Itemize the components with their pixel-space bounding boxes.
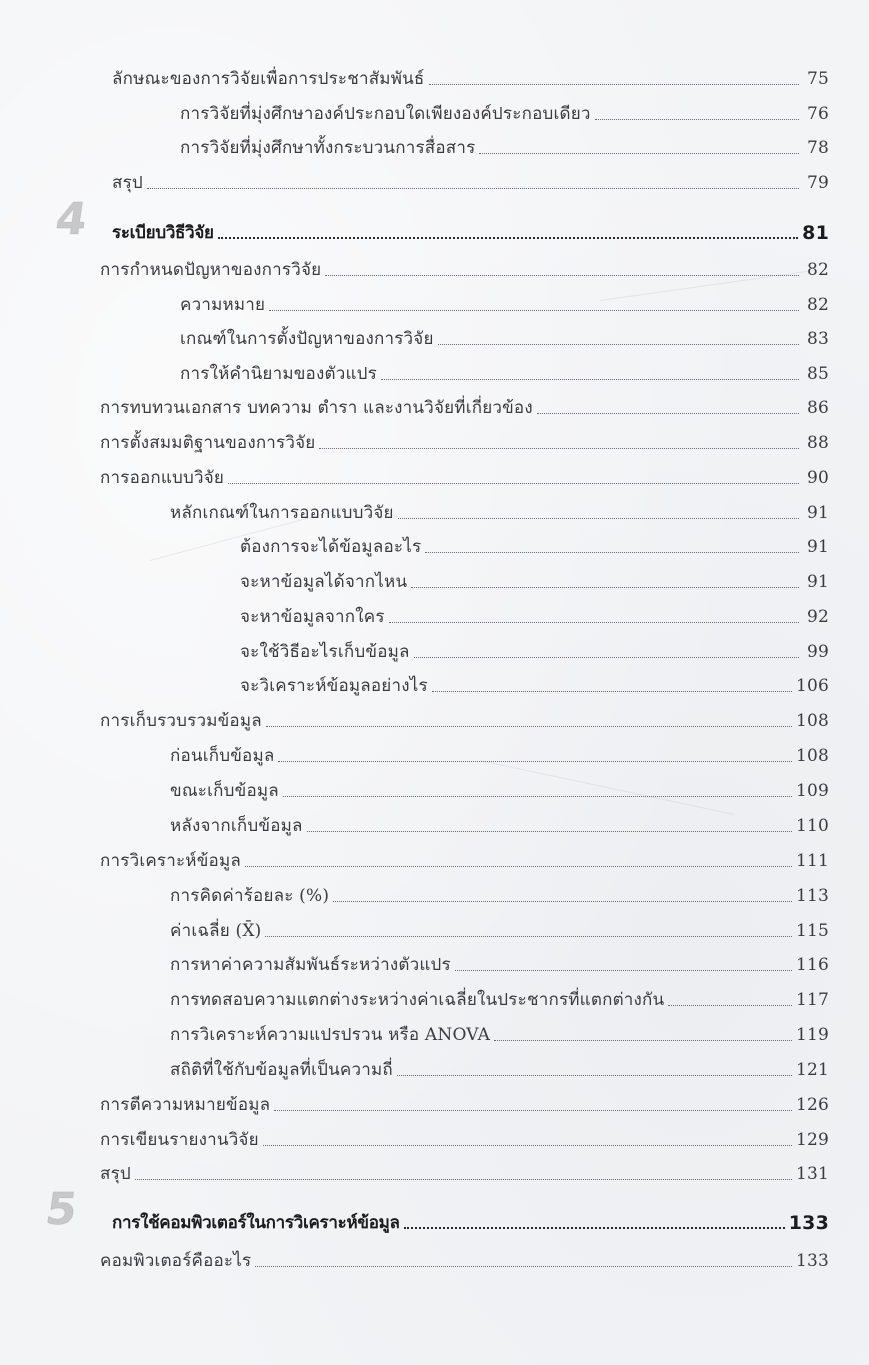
toc-entry[interactable] xyxy=(170,1016,829,1046)
dot-leader xyxy=(147,187,799,189)
toc-entry-title: คอมพิวเตอร์คืออะไร xyxy=(100,1251,252,1271)
dot-leader xyxy=(537,412,799,414)
chapter-page: 133 xyxy=(788,1212,829,1234)
toc-entry-title: เกณฑ์ในการตั้งปัญหาของการวิจัย xyxy=(180,329,434,349)
toc-entry[interactable] xyxy=(170,772,829,802)
dot-leader xyxy=(404,1226,785,1229)
toc-entry-page: 126 xyxy=(795,1095,829,1115)
toc-entry[interactable] xyxy=(170,494,829,524)
dot-leader xyxy=(274,1109,792,1111)
toc-entry-page: 133 xyxy=(795,1251,829,1271)
toc-entry-page: 117 xyxy=(795,990,829,1010)
toc-entry-title: การเก็บรวบรวมข้อมูล xyxy=(100,711,262,731)
chapter-title: การใช้คอมพิวเตอร์ในการวิเคราะห์ข้อมูล xyxy=(112,1213,400,1233)
toc-entry[interactable] xyxy=(112,164,829,194)
chapter-title: ระเบียบวิธีวิจัย xyxy=(112,223,214,243)
dot-leader xyxy=(668,1004,792,1006)
toc-entry[interactable] xyxy=(180,286,829,316)
toc-entry-page: 108 xyxy=(795,746,829,766)
toc-entry[interactable] xyxy=(170,946,829,976)
toc-entry[interactable] xyxy=(100,842,829,872)
toc-entry-title: ลักษณะของการวิจัยเพื่อการประชาสัมพันธ์ xyxy=(112,69,425,89)
dot-leader xyxy=(494,1039,792,1041)
dot-leader xyxy=(398,517,799,519)
chapter-number-5: 5 xyxy=(42,1184,81,1235)
toc-entry[interactable] xyxy=(100,702,829,732)
toc-entry[interactable] xyxy=(100,1121,829,1151)
toc-entry[interactable] xyxy=(170,737,829,767)
toc-entry[interactable] xyxy=(240,528,829,558)
toc-entry[interactable] xyxy=(170,807,829,837)
toc-entry-page: 82 xyxy=(806,260,829,280)
toc-entry-title: การทดสอบความแตกต่างระหว่างค่าเฉลี่ยในประชากรที่แตกต่างกัน xyxy=(170,990,665,1010)
toc-entry-title: การคิดค่าร้อยละ (%) xyxy=(170,886,330,906)
toc-entry-title: การออกแบบวิจัย xyxy=(100,468,225,488)
toc-entry-title: ก่อนเก็บข้อมูล xyxy=(170,746,275,766)
toc-entry-title: การวิจัยที่มุ่งศึกษาทั้งกระบวนการสื่อสาร xyxy=(180,138,476,158)
toc-chapter-entry[interactable] xyxy=(112,1200,829,1234)
toc-entry-page: 92 xyxy=(806,607,829,627)
toc-entry-title: สถิติที่ใช้กับข้อมูลที่เป็นความถี่ xyxy=(170,1060,393,1080)
toc-entry-title: การเขียนรายงานวิจัย xyxy=(100,1130,259,1150)
toc-entry[interactable] xyxy=(170,981,829,1011)
toc-entry[interactable] xyxy=(100,1242,829,1272)
toc-entry-title: การวิเคราะห์ความแปรปรวน หรือ ANOVA xyxy=(170,1025,491,1045)
toc-entry-page: 115 xyxy=(795,921,829,941)
toc-entry-page: 82 xyxy=(806,295,829,315)
toc-entry[interactable] xyxy=(100,1155,829,1185)
toc-entry[interactable] xyxy=(240,667,829,697)
toc-entry-page: 113 xyxy=(795,886,829,906)
toc-entry[interactable] xyxy=(112,60,829,90)
toc-entry[interactable] xyxy=(240,633,829,663)
dot-leader xyxy=(438,343,799,345)
toc-entry-page: 83 xyxy=(806,329,829,349)
toc-entry[interactable] xyxy=(180,355,829,385)
toc-entry-page: 91 xyxy=(806,537,829,557)
toc-entry-page: 110 xyxy=(795,816,829,836)
toc-entry-title: การวิจัยที่มุ่งศึกษาองค์ประกอบใดเพียงองค์ประกอบเดียว xyxy=(180,104,591,124)
toc-entry[interactable] xyxy=(170,1051,829,1081)
dot-leader xyxy=(397,1074,792,1076)
toc-entry-title: การทบทวนเอกสาร บทความ ตำรา และงานวิจัยที่เกี่ยวข้อง xyxy=(100,398,533,418)
toc-entry-title: จะหาข้อมูลจากใคร xyxy=(240,607,385,627)
dot-leader xyxy=(425,551,799,553)
toc-entry-page: 75 xyxy=(806,69,829,89)
chapter-number-4: 4 xyxy=(52,194,91,245)
toc-entry-title: จะใช้วิธีอะไรเก็บข้อมูล xyxy=(240,642,410,662)
toc-entry-title: ค่าเฉลี่ย (X̄) xyxy=(170,921,262,941)
toc-entry-title: หลังจากเก็บข้อมูล xyxy=(170,816,303,836)
toc-entry[interactable] xyxy=(170,877,829,907)
toc-entry-page: 91 xyxy=(806,503,829,523)
dot-leader xyxy=(266,725,792,727)
toc-entry[interactable] xyxy=(180,129,829,159)
dot-leader xyxy=(381,378,799,380)
toc-entry-page: 86 xyxy=(806,398,829,418)
dot-leader xyxy=(228,482,799,484)
toc-entry-title: การกำหนดปัญหาของการวิจัย xyxy=(100,260,322,280)
dot-leader xyxy=(218,236,798,239)
toc-entry-page: 109 xyxy=(795,781,829,801)
toc-entry-page: 79 xyxy=(806,173,829,193)
toc-entry-title: จะหาข้อมูลได้จากไหน xyxy=(240,572,408,592)
dot-leader xyxy=(278,760,791,762)
toc-entry[interactable] xyxy=(180,95,829,125)
toc-entry[interactable] xyxy=(100,389,829,419)
chapter-page: 81 xyxy=(802,222,829,244)
toc-entry-title: การตีความหมายข้อมูล xyxy=(100,1095,271,1115)
toc-entry-page: 116 xyxy=(795,955,829,975)
toc-entry-title: จะวิเคราะห์ข้อมูลอย่างไร xyxy=(240,676,428,696)
toc-entry-page: 121 xyxy=(795,1060,829,1080)
toc-entry-page: 76 xyxy=(806,104,829,124)
toc-entry[interactable] xyxy=(170,912,829,942)
toc-entry-page: 111 xyxy=(795,851,829,871)
dot-leader xyxy=(325,274,799,276)
toc-entry-page: 99 xyxy=(806,642,829,662)
toc-entry-page: 106 xyxy=(795,676,829,696)
dot-leader xyxy=(389,621,799,623)
toc-entry-page: 85 xyxy=(806,364,829,384)
toc-entry[interactable] xyxy=(100,424,829,454)
toc-entry-title: ขณะเก็บข้อมูล xyxy=(170,781,279,801)
dot-leader xyxy=(255,1265,792,1267)
dot-leader xyxy=(432,690,792,692)
toc-entry[interactable] xyxy=(100,251,829,281)
dot-leader xyxy=(455,969,792,971)
toc-entry-page: 119 xyxy=(795,1025,829,1045)
toc-entry[interactable] xyxy=(100,1086,829,1116)
toc-entry-page: 129 xyxy=(795,1130,829,1150)
dot-leader xyxy=(135,1178,792,1180)
dot-leader xyxy=(307,830,792,832)
toc-entry-page: 78 xyxy=(806,138,829,158)
dot-leader xyxy=(429,83,799,85)
dot-leader xyxy=(414,656,799,658)
toc-entry-title: สรุป xyxy=(100,1164,131,1184)
toc-entry-title: ความหมาย xyxy=(180,295,266,315)
toc-entry-title: การตั้งสมมติฐานของการวิจัย xyxy=(100,433,316,453)
toc-entry-title: การวิเคราะห์ข้อมูล xyxy=(100,851,241,871)
toc-entry-page: 91 xyxy=(806,572,829,592)
dot-leader xyxy=(245,865,792,867)
dot-leader xyxy=(265,935,791,937)
dot-leader xyxy=(283,795,792,797)
toc-entry-page: 88 xyxy=(806,433,829,453)
toc-entry-title: การหาค่าความสัมพันธ์ระหว่างตัวแปร xyxy=(170,955,451,975)
dot-leader xyxy=(319,447,799,449)
toc-entry-page: 108 xyxy=(795,711,829,731)
toc-entry-title: หลักเกณฑ์ในการออกแบบวิจัย xyxy=(170,503,394,523)
toc-entry-title: การให้คำนิยามของตัวแปร xyxy=(180,364,377,384)
dot-leader xyxy=(479,152,799,154)
dot-leader xyxy=(333,900,792,902)
toc-chapter-entry[interactable] xyxy=(112,210,829,244)
toc-entry[interactable] xyxy=(100,459,829,489)
toc-entry[interactable] xyxy=(180,320,829,350)
toc-entry[interactable] xyxy=(240,598,829,628)
dot-leader xyxy=(269,309,799,311)
dot-leader xyxy=(411,586,799,588)
toc-entry[interactable] xyxy=(240,563,829,593)
toc-entry-title: สรุป xyxy=(112,173,143,193)
toc-entry-page: 90 xyxy=(806,468,829,488)
toc-entry-page: 131 xyxy=(795,1164,829,1184)
toc-entry-title: ต้องการจะได้ข้อมูลอะไร xyxy=(240,537,422,557)
dot-leader xyxy=(263,1144,792,1146)
dot-leader xyxy=(595,118,799,120)
